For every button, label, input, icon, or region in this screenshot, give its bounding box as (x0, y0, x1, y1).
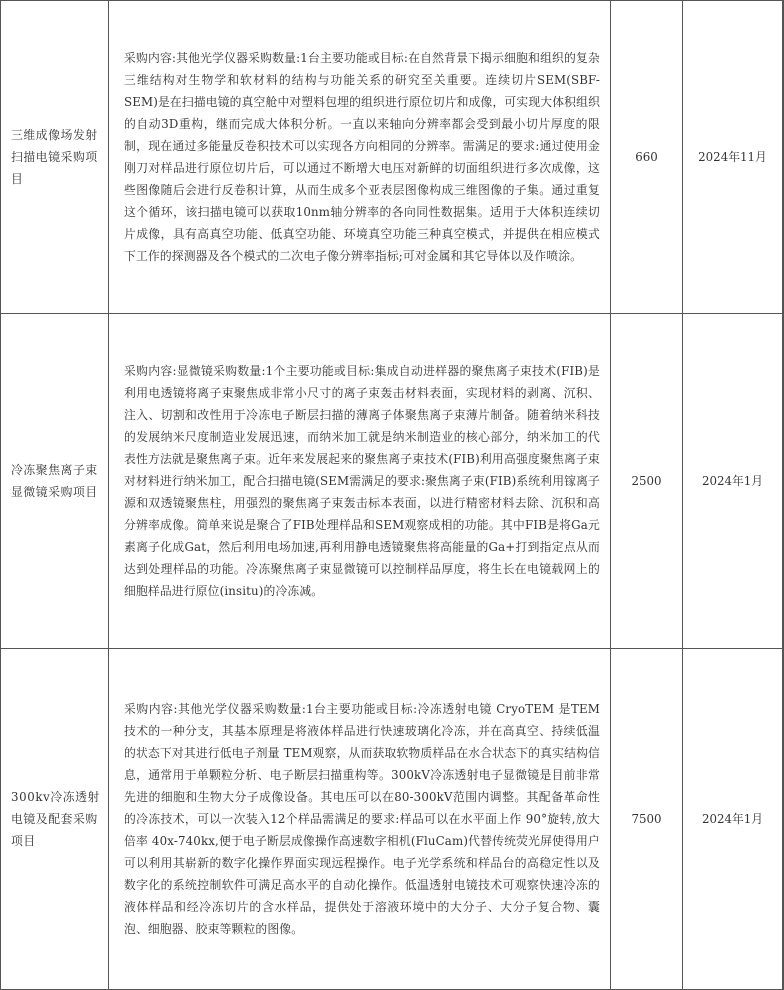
project-name: 三维成像场发射扫描电镜采购项目 (1, 1, 109, 314)
purchase-date: 2024年1月 (683, 649, 783, 990)
project-name: 300kv冷冻透射电镜及配套采购项目 (1, 649, 109, 990)
table-edge-cell (783, 1, 784, 314)
table-row (1, 649, 784, 990)
purchase-date: 2024年11月 (683, 1, 783, 314)
budget-amount: 7500 (611, 649, 683, 990)
table-edge-cell (783, 314, 784, 649)
table-row (1, 1, 784, 314)
project-description: 采购内容:其他光学仪器采购数量:1台主要功能或目标:冷冻透射电镜 CryoTEM 是TEM 技术的一种分支，其基本原理是将液体样品进行快速玻璃化冷冻，并在高真空、持续低温的状态下对其进行低电子剂量 TEM观察，从而获取软物质样品在水合状态下的真实结构信息，通常用于单颗粒分析、电子断层扫描重构等。300kV冷冻透射电子显微镜是目前非常先进的细胞和生物大分子成像设备。其电压可以在80-300kV范围内调整。其配备革命性的冷冻技术，可以一次装入12个样品需满足的要求:样品可以在水平面上作 90°旋转,放大倍率 40x-740kx,便于电子断层成像操作高速数字相机(FluCam)代替传统荧光屏使得用户可以利用其崭新的数字化操作界面实现远程操作。电子光学系统和样品台的高稳定性以及数字化的系统控制软件可满足高水平的自动化操作。低温透射电镜技术可观察快速冷冻的液体样品和经冷冻切片的含水样品，提供处于溶液环境中的大分子、大分子复合物、囊泡、细胞器、胶束等颗粒的图像。 (109, 649, 611, 990)
purchase-date: 2024年1月 (683, 314, 783, 649)
project-name: 冷冻聚焦离子束显微镜采购项目 (1, 314, 109, 649)
budget-amount: 2500 (611, 314, 683, 649)
table-row (1, 314, 784, 649)
table-edge-cell (783, 649, 784, 990)
project-description: 采购内容:显微镜采购数量:1个主要功能或目标:集成自动进样器的聚焦离子束技术(FIB)是利用电透镜将离子束聚焦成非常小尺寸的离子束轰击材料表面，实现材料的剥离、沉积、注入、切割和改性用于冷冻电子断层扫描的薄离子体聚焦离子束薄片制备。随着纳米科技的发展纳米尺度制造业发展迅速，而纳米加工就是纳米制造业的核心部分，纳米加工的代表性方法就是聚焦离子束。近年来发展起来的聚焦离子束技术(FIB)利用高强度聚焦离子束对材料进行纳米加工，配合扫描电镜(SEM需满足的要求:聚焦离子束(FIB)系统利用镓离子源和双透镜聚焦柱，用强烈的聚焦离子束轰击标本表面，以进行精密材料去除、沉积和高分辨率成像。简单来说是聚合了FIB处理样品和SEM观察成相的功能。其中FIB是将Ga元素离子化成Gat，然后利用电场加速,再利用静电透镜聚焦将高能量的Ga+打到指定点从而达到处理样品的功能。冷冻聚焦离子束显微镜可以控制样品厚度，将生长在电镜载网上的细胞样品进行原位(insitu)的冷冻减。 (109, 314, 611, 649)
project-description: 采购内容:其他光学仪器采购数量:1台主要功能或目标:在自然背景下揭示细胞和组织的复杂三维结构对生物学和软材料的结构与功能关系的研究至关重要。连续切片SEM(SBF-SEM)是在扫描电镜的真空舱中对塑料包埋的组织进行原位切片和成像，可实现大体积组织的自动3D重构，继而完成大体积分析。一直以来轴向分辨率都会受到最小切片厚度的限制，现在通过多能量反卷积技术可以实现各方向相同的分辨率。需满足的要求:通过使用金刚刀对样品进行原位切片后，可以通过不断增大电压对新鲜的切面组织进行多次成像，这些图像随后会进行反卷积计算，从而生成多个亚表层图像构成三维图像的子集。通过重复这个循环，该扫描电镜可以获取10nm轴分辨率的各向同性数据集。适用于大体积连续切片成像，具有高真空功能、低真空功能、环境真空功能三种真空模式，并提供在相应模式下工作的探测器及各个模式的二次电子像分辨率指标;可对金属和其它导体以及作喷涂。 (109, 1, 611, 314)
budget-amount: 660 (611, 1, 683, 314)
